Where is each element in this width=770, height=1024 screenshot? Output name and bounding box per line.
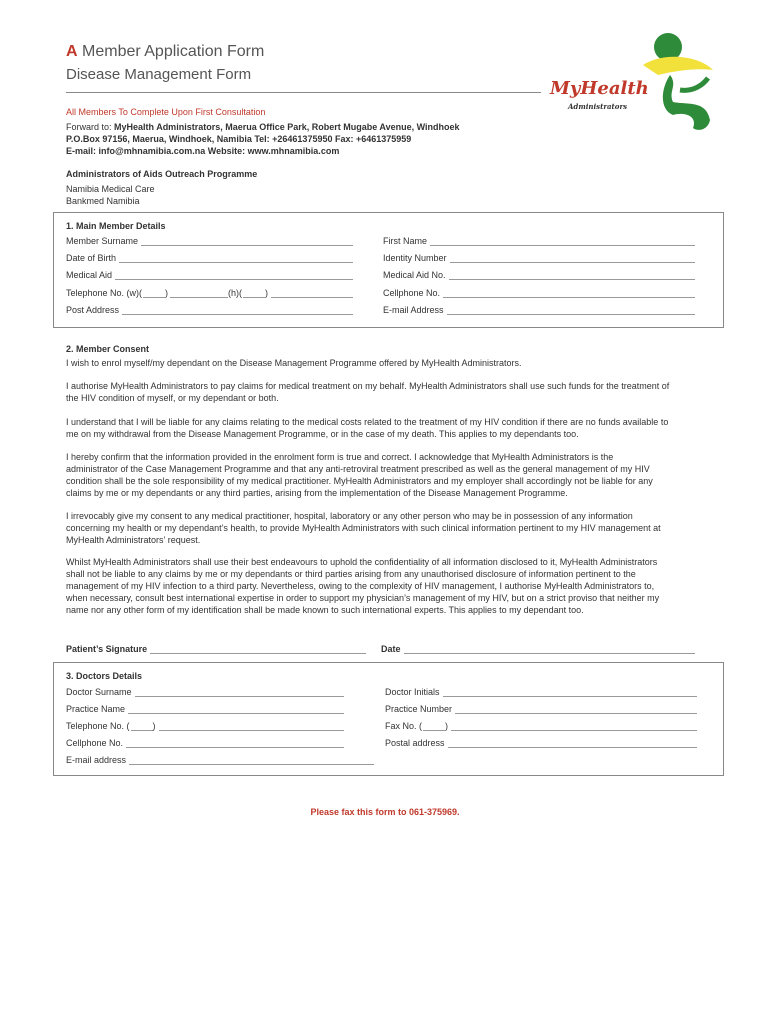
email-address-field[interactable] (383, 305, 695, 315)
logo-tagline: Administrators (568, 102, 628, 111)
dob-field[interactable] (66, 253, 353, 263)
field-label: E-mail Address (383, 305, 444, 315)
input-line[interactable] (126, 738, 344, 748)
fax-instruction: Please fax this form to 061-375969. (310, 807, 460, 817)
forward-prefix: Forward to: (66, 122, 115, 132)
first-name-field[interactable] (383, 236, 695, 246)
paragraph-line: Whilst MyHealth Administrators shall use their best endeavours to uphold the confidentiality of all information disclosed to it, MyHealth Administrators (66, 557, 658, 567)
field-label: Postal address (385, 738, 445, 748)
field-label: Patient’s Signature (66, 644, 148, 654)
field-label: Date (381, 644, 401, 654)
field-label: Fax No. ( (385, 721, 423, 731)
input-line[interactable] (141, 236, 353, 246)
consent-paragraph (66, 416, 722, 440)
input-line[interactable] (122, 305, 353, 315)
email-web-line: E-mail: info@mhnamibia.com.na Website: www.mhnamibia.com (66, 146, 340, 156)
medical-aid-field[interactable] (66, 270, 353, 280)
consent-paragraph (66, 510, 722, 546)
doctor-initials-field[interactable] (385, 687, 697, 697)
field-label: E-mail address (66, 755, 127, 765)
form-title (66, 43, 264, 61)
signature-line[interactable] (150, 644, 366, 654)
paragraph-line: concerning my health or my dependant’s health, to provide MyHealth Administrators with such clinical information pertinent to my HIV management at (66, 523, 661, 533)
practice-name-field[interactable] (66, 704, 344, 714)
section-heading: 1. Main Member Details (66, 221, 166, 231)
paragraph-line: I wish to enrol myself/my dependant on the Disease Management Programme offered by MyHealth Administrators. (66, 358, 522, 368)
input-line[interactable] (135, 687, 344, 697)
post-address-field[interactable] (66, 305, 353, 315)
paragraph-line: shall not be liable to any claims by me or my dependants or third parties arising from any unauthorised disclosure of information pertinent to the (66, 569, 636, 579)
paragraph-line: name nor any other form of my identification shall be made known to such international experts. This applies to my dependant too. (66, 605, 584, 615)
programme-heading: Administrators of Aids Outreach Programme (66, 169, 258, 179)
area-code-line[interactable] (131, 721, 153, 731)
input-line[interactable] (430, 236, 695, 246)
number-line[interactable] (451, 721, 697, 731)
input-line[interactable] (443, 288, 695, 298)
paragraph-line: administrator of the Case Management Programme and that any anti-retroviral treatment prescribed as well as the general management of my HIV (66, 464, 650, 474)
doctor-cellphone-field[interactable] (66, 738, 344, 748)
paragraph-line: MyHealth Administrators’ request. (66, 535, 201, 545)
paren: ) (152, 721, 156, 731)
work-number-line[interactable] (170, 288, 228, 298)
paragraph-line: claims by me or my dependants or any third parties, arising from the implementation of the Disease Management Programme. (66, 488, 568, 498)
paren: ) (445, 721, 449, 731)
input-line[interactable] (450, 253, 695, 263)
instruction-text: All Members To Complete Upon First Consultation (66, 107, 266, 117)
field-label: Doctor Initials (385, 687, 440, 697)
area-code-line[interactable] (423, 721, 445, 731)
field-label: Date of Birth (66, 253, 117, 263)
title-letter: A (66, 43, 78, 60)
section-heading: 2. Member Consent (66, 344, 150, 354)
field-label: Cellphone No. (383, 288, 441, 298)
field-label: Cellphone No. (66, 738, 124, 748)
input-line[interactable] (447, 305, 695, 315)
field-label: Practice Number (385, 704, 453, 714)
paragraph-line: I understand that I will be liable for any claims relating to the medical costs related to the treatment of my HIV condition if there are no funds available to (66, 417, 669, 427)
input-line[interactable] (128, 704, 344, 714)
telephone-field[interactable] (66, 288, 353, 298)
postal-address-field[interactable] (385, 738, 697, 748)
paragraph-line: management of my HIV infection to a third party. Nevertheless, owing to the complexity of HIV management, I authorise MyHealth Administrators to, (66, 581, 655, 591)
section-heading: 3. Doctors Details (66, 671, 143, 681)
id-number-field[interactable] (383, 253, 695, 263)
field-label: Medical Aid No. (383, 270, 446, 280)
consent-paragraph (66, 380, 722, 404)
field-label: (h)( (228, 288, 243, 298)
field-label: Identity Number (383, 253, 447, 263)
programme-item: Namibia Medical Care (66, 184, 155, 194)
paragraph-line: when necessary, consult best international expertise in order to support my physician’s management of my HIV, but on a strict proviso that neither my (66, 593, 660, 603)
work-code-line[interactable] (143, 288, 165, 298)
paragraph-line: I authorise MyHealth Administrators to pay claims for medical treatment on my behalf. MyHealth Administrators shall use such funds for the treatment of (66, 381, 670, 391)
doctor-surname-field[interactable] (66, 687, 344, 697)
home-number-line[interactable] (271, 288, 353, 298)
consent-paragraph (66, 451, 722, 499)
practice-number-field[interactable] (385, 704, 697, 714)
input-line[interactable] (448, 738, 697, 748)
input-line[interactable] (443, 687, 697, 697)
paren: ) (165, 288, 169, 298)
field-label: Doctor Surname (66, 687, 132, 697)
home-code-line[interactable] (243, 288, 265, 298)
input-line[interactable] (404, 644, 695, 654)
member-surname-field[interactable] (66, 236, 353, 246)
field-label: Post Address (66, 305, 120, 315)
title-text: Member Application Form (82, 43, 265, 60)
paragraph-line: the HIV condition of myself, or my dependant or both. (66, 393, 279, 403)
number-line[interactable] (159, 721, 344, 731)
programme-item: Bankmed Namibia (66, 196, 140, 206)
paragraph-line: me on my withdrawal from the Disease Management Programme, or in the case of my death. This applies to my dependants too. (66, 429, 579, 439)
field-label: Medical Aid (66, 270, 113, 280)
input-line[interactable] (115, 270, 353, 280)
field-label: Practice Name (66, 704, 126, 714)
myhealth-logo (548, 30, 718, 135)
paragraph-line: condition shall be the sole responsibility of my medical practitioner. MyHealth Administrators and my employer shall accordingly not be liable for any (66, 476, 653, 486)
field-label: First Name (383, 236, 428, 246)
forward-line (66, 121, 460, 133)
input-line[interactable] (119, 253, 353, 263)
cellphone-field[interactable] (383, 288, 695, 298)
input-line[interactable] (449, 270, 695, 280)
header-divider (66, 92, 541, 93)
paragraph-line: I hereby confirm that the information provided in the enrolment form is true and correct. I acknowledge that MyHealth Administrators is the (66, 452, 614, 462)
consent-paragraph (66, 556, 722, 616)
paren: ) (265, 288, 269, 298)
patient-signature-field[interactable] (66, 644, 366, 654)
field-label: Member Surname (66, 236, 139, 246)
forward-address: MyHealth Administrators, Maerua Office Park, Robert Mugabe Avenue, Windhoek (114, 122, 460, 132)
field-label: Telephone No. (w)( (66, 288, 143, 298)
doctor-email-field[interactable] (66, 755, 374, 765)
field-label: Telephone No. ( (66, 721, 130, 731)
paragraph-line: I irrevocably give my consent to any medical practitioner, hospital, laboratory or any other person who may be in possession of any information (66, 511, 633, 521)
logo-brand: MyHealth (550, 78, 649, 99)
form-subtitle: Disease Management Form (66, 66, 252, 83)
date-field[interactable] (381, 644, 695, 654)
doctor-telephone-field[interactable] (66, 721, 344, 731)
input-line[interactable] (455, 704, 697, 714)
pobox-line: P.O.Box 97156, Maerua, Windhoek, Namibia Tel: +26461375950 Fax: +6461375959 (66, 134, 412, 144)
consent-paragraph (66, 357, 722, 369)
fax-field[interactable] (385, 721, 697, 731)
input-line[interactable] (129, 755, 374, 765)
medical-aid-no-field[interactable] (383, 270, 695, 280)
